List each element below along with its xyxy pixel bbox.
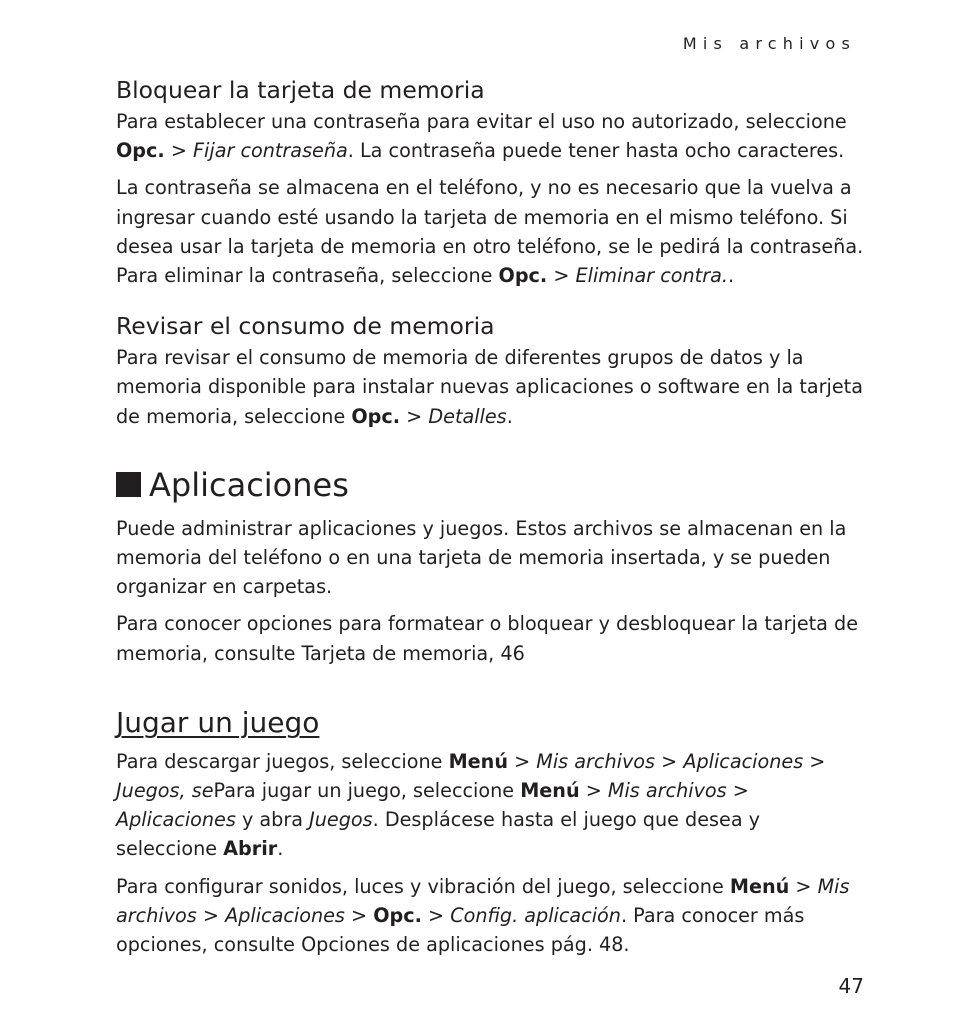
option-term: Aplicaciones <box>116 808 236 832</box>
menu-term: Menú <box>729 874 790 898</box>
menu-term: Opc. <box>373 903 422 927</box>
menu-term: Opc. <box>116 139 165 163</box>
menu-term: Abrir <box>223 837 278 861</box>
paragraph-jugar-1: Para descargar juegos, seleccione Menú > Mis archivos > Aplicaciones > Juegos, sePara jugar un juego, seleccione Menú > Mis archivos > Aplicaciones y abra Juegos. Desplácese hasta el juego que desea y seleccione Abrir. <box>116 749 826 861</box>
menu-term: Opc. <box>498 264 548 288</box>
paragraph-revisar-1: Para revisar el consumo de memoria de diferentes grupos de datos y la memoria disponible para instalar nuevas aplicaciones o software en la tarjeta de memoria, seleccione Opc. > Detalles. <box>116 346 863 428</box>
section-heading-bloquear: Bloquear la tarjeta de memoria <box>116 76 485 104</box>
page-content <box>116 74 866 959</box>
menu-term: Opc. <box>351 404 401 428</box>
option-term: Mis archivos <box>116 874 850 927</box>
paragraph-jugar-2: Para configurar sonidos, luces y vibración del juego, seleccione Menú > Mis archivos > Aplicaciones > Opc. > Config. aplicación. Para conocer más opciones, consulte Opciones de aplicaciones pág. 48. <box>116 874 850 957</box>
option-term: Aplicaciones <box>683 749 804 773</box>
paragraph-aplicaciones-2: Para conocer opciones para formatear o bloquear y desbloquear la tarjeta de memoria, consulte Tarjeta de memoria, 46 <box>116 612 859 665</box>
chapter-heading-label: Aplicaciones <box>149 465 349 504</box>
section-heading-revisar: Revisar el consumo de memoria <box>116 312 495 341</box>
option-term: Fijar contraseña <box>193 139 348 163</box>
paragraph-aplicaciones-1: Puede administrar aplicaciones y juegos. Estos archivos se almacenan en la memoria del teléfono o en una tarjeta de memoria insertada, y se pueden organizar en carpetas. <box>116 516 847 599</box>
option-term: Aplicaciones <box>225 903 345 927</box>
menu-term: Menú <box>448 749 508 773</box>
option-term: Config. aplicación <box>450 903 621 927</box>
option-term: Mis archivos <box>536 749 656 773</box>
section-heading-jugar: Jugar un juego <box>116 705 320 739</box>
square-bullet-icon <box>116 472 141 497</box>
option-term: Mis archivos <box>607 779 727 803</box>
option-term: Juegos <box>309 808 373 832</box>
paragraph-bloquear-1: Para establecer una contraseña para evitar el uso no autorizado, seleccione Opc. > Fijar contraseña. La contraseña puede tener hasta ocho caracteres. <box>116 110 847 163</box>
paragraph-bloquear-2: La contraseña se almacena en el teléfono, y no es necesario que la vuelva a ingresar cuando esté usando la tarjeta de memoria en el mismo teléfono. Si desea usar la tarjeta de memoria en otro teléfono, se le pedirá la contraseña. Para eliminar la contraseña, seleccione Opc. > Eliminar contra.. <box>116 176 864 288</box>
page-number: 47 <box>838 974 864 998</box>
running-header: Mis archivos <box>682 34 856 53</box>
menu-term: Menú <box>520 779 580 803</box>
option-term: Eliminar contra. <box>575 264 728 288</box>
option-term: Juegos, se <box>116 779 214 803</box>
option-term: Detalles <box>428 404 507 428</box>
chapter-heading-aplicaciones <box>116 465 866 505</box>
